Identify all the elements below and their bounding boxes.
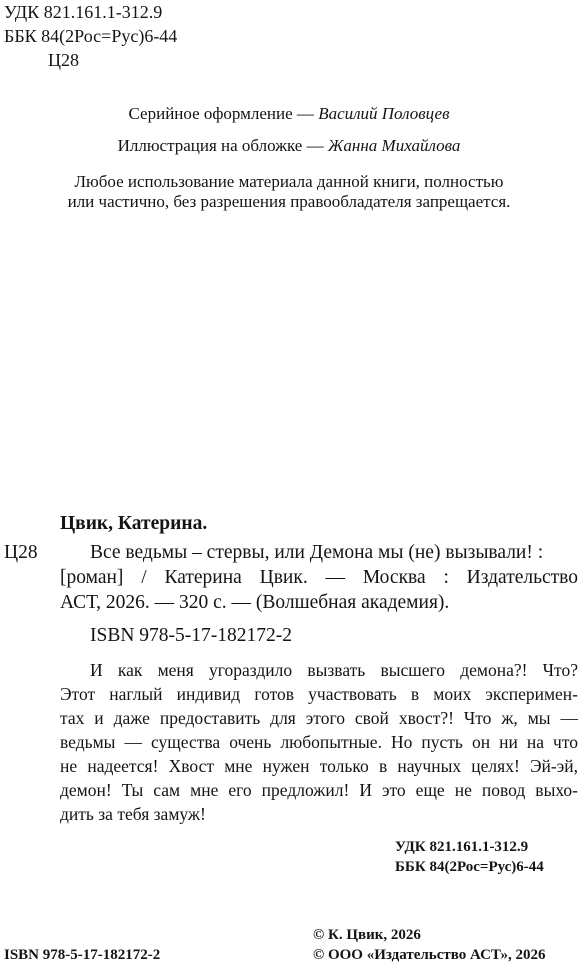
footer-copyright [313, 925, 546, 965]
bibliography-isbn: ISBN 978-5-17-182172-2 [90, 625, 293, 646]
series-design-credit [0, 104, 578, 124]
copyright-notice [0, 172, 578, 212]
footer-isbn: ISBN 978-5-17-182172-2 [4, 947, 161, 963]
copyright-author: © К. Цвик, 2026 [313, 927, 421, 943]
annotation-line: тах и даже предоставить для этого свой хвост?! Что ж, мы — [60, 708, 578, 728]
bibliography-description-line: АСТ, 2026. — 320 с. — (Волшебная академия). [60, 592, 450, 613]
classification-repeat [395, 837, 544, 877]
author-mark: Ц28 [48, 50, 79, 70]
series-design-label: Серийное оформление — [128, 104, 314, 123]
copyright-notice-line: или частично, без разрешения правообладателя запрещается. [67, 192, 511, 211]
annotation-line: демон! Ты сам мне его предложил! И это еще не повод выхо- [60, 780, 578, 800]
bibliography-description-text: [роман] / Катерина Цвик. — Москва : Издательство [60, 567, 578, 588]
bbk-code-repeat: ББК 84(2Рос=Рус)6-44 [395, 859, 544, 875]
annotation-line: не надеется! Хвост мне нужен только в научных целях! Эй-эй, [60, 756, 578, 776]
annotation-line: И как меня угораздило вызвать высшего демона?! Что? [90, 660, 578, 680]
annotation-line: ведьмы — существа очень любопытные. Но пусть он ни на что [60, 732, 578, 752]
bibliography-author-mark: Ц28 [4, 542, 38, 563]
annotation-line: Этот наглый индивид готов участвовать в моих эксперимен- [60, 684, 578, 704]
copyright-publisher: © ООО «Издательство АСТ», 2026 [313, 947, 546, 963]
bbk-code: ББК 84(2Рос=Рус)6-44 [4, 26, 178, 46]
author-heading: Цвик, Катерина. [60, 513, 208, 534]
udk-code-repeat: УДК 821.161.1-312.9 [395, 839, 529, 855]
cover-illustration-credit [0, 136, 578, 156]
cover-illustration-label: Иллюстрация на обложке — [117, 136, 324, 155]
cover-illustration-name: Жанна Михайлова [327, 136, 461, 155]
bibliography-description-line: Все ведьмы – стервы, или Демона мы (не) вызывали! : [90, 542, 544, 563]
classification-header [4, 0, 177, 72]
udk-code: УДК 821.161.1-312.9 [4, 2, 163, 22]
annotation-line: дить за тебя замуж! [60, 804, 206, 824]
copyright-notice-line: Любое использование материала данной книги, полностью [74, 172, 504, 191]
series-design-name: Василий Половцев [318, 104, 450, 123]
bibliography-description-line [60, 566, 578, 590]
